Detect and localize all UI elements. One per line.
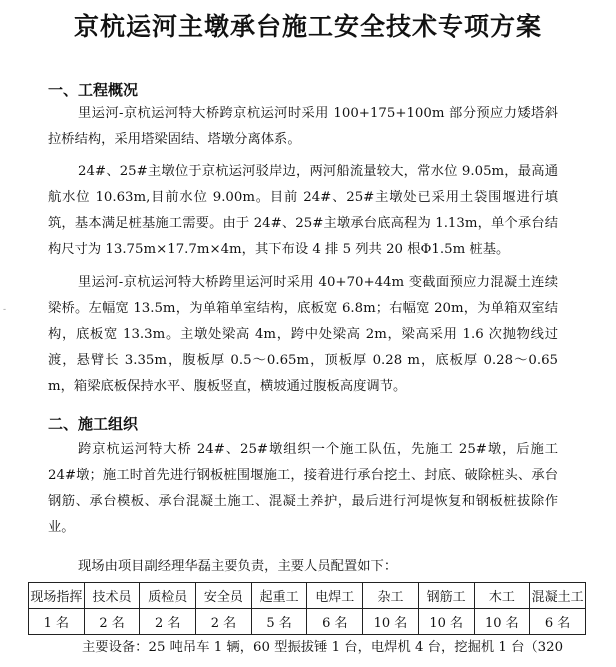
- table-cell-role: 质检员: [140, 583, 196, 609]
- staff-table: [28, 582, 586, 635]
- table-row: [29, 609, 586, 635]
- paragraph-overview-2: 24#、25#主墩位于京杭运河驳岸边，两河船流量较大，常水位 9.05m，最高通航水位 10.63m,目前水位 9.00m。目前 24#、25#主墩处已采用土袋围堰进行填筑，基本满足桩基施工需要。由于 24#、25#主墩承台底高程为 1.13m，单个承台结构尺寸为 13.75m×17.7m×4m，其下布设 4 排 5 列共 20 根Φ1.5m 桩基。: [48, 164, 558, 257]
- margin-mark: -: [3, 305, 7, 315]
- table-cell-role: 起重工: [251, 583, 307, 609]
- table-cell-count: 2 名: [84, 609, 140, 635]
- paragraph-overview-3: 里运河-京杭运河特大桥跨里运河时采用 40+70+44m 变截面预应力混凝土连续梁桥。左幅宽 13.5m，为单箱单室结构，底板宽 6.8m；右幅宽 20m，为单箱双室结构，底板宽 13.3m。主墩处梁高 4m，跨中处梁高 2m，梁高采用 1.6 次抛物线过渡，悬臂长 3.35m，腹板厚 0.5～0.65m，顶板厚 0.28 m，底板厚 0.28～0.65 m，箱梁底板保持水平、腹板竖直，横坡通过腹板高度调节。: [48, 275, 558, 394]
- document-title: 京杭运河主墩承台施工安全技术专项方案: [73, 12, 542, 41]
- table-cell-count: 2 名: [196, 609, 252, 635]
- table-row: [29, 583, 586, 609]
- table-cell-count: 5 名: [251, 609, 307, 635]
- table-cell-role: 混凝土工: [530, 583, 586, 609]
- table-cell-role: 木工: [474, 583, 530, 609]
- table-cell-role: 钢筋工: [418, 583, 474, 609]
- paragraph-organization: 跨京杭运河特大桥 24#、25#墩组织一个施工队伍，先施工 25#墩，后施工 24#墩；施工时首先进行钢板桩围堰施工，接着进行承台挖土、封底、破除桩头、承台钢筋、承台模板、承台混凝土施工、混凝土养护，最后进行河堤恢复和钢板桩拔除作业。: [48, 442, 558, 535]
- staff-intro-line: 现场由项目副经理华磊主要负责，主要人员配置如下：: [78, 559, 398, 574]
- paragraph-overview-1: 里运河-京杭运河特大桥跨京杭运河时采用 100+175+100m 部分预应力矮塔斜拉桥结构，采用塔梁固结、塔墩分离体系。: [48, 106, 558, 147]
- table-cell-role: 电焊工: [307, 583, 363, 609]
- table-cell-role: 杂工: [363, 583, 419, 609]
- table-cell-role: 现场指挥: [29, 583, 85, 609]
- section-heading-organization: 二、施工组织: [48, 415, 139, 433]
- table-cell-role: 安全员: [196, 583, 252, 609]
- table-cell-count: 6 名: [307, 609, 363, 635]
- table-cell-count: 10 名: [474, 609, 530, 635]
- equipment-line: 主要设备：25 吨吊车 1 辆，60 型振拔锤 1 台，电焊机 4 台，挖掘机 1 台（320: [82, 640, 564, 655]
- table-cell-role: 技术员: [84, 583, 140, 609]
- section-heading-overview: 一、工程概况: [48, 81, 139, 99]
- table-cell-count: 10 名: [363, 609, 419, 635]
- table-cell-count: 6 名: [530, 609, 586, 635]
- table-cell-count: 1 名: [29, 609, 85, 635]
- table-cell-count: 10 名: [418, 609, 474, 635]
- table-cell-count: 2 名: [140, 609, 196, 635]
